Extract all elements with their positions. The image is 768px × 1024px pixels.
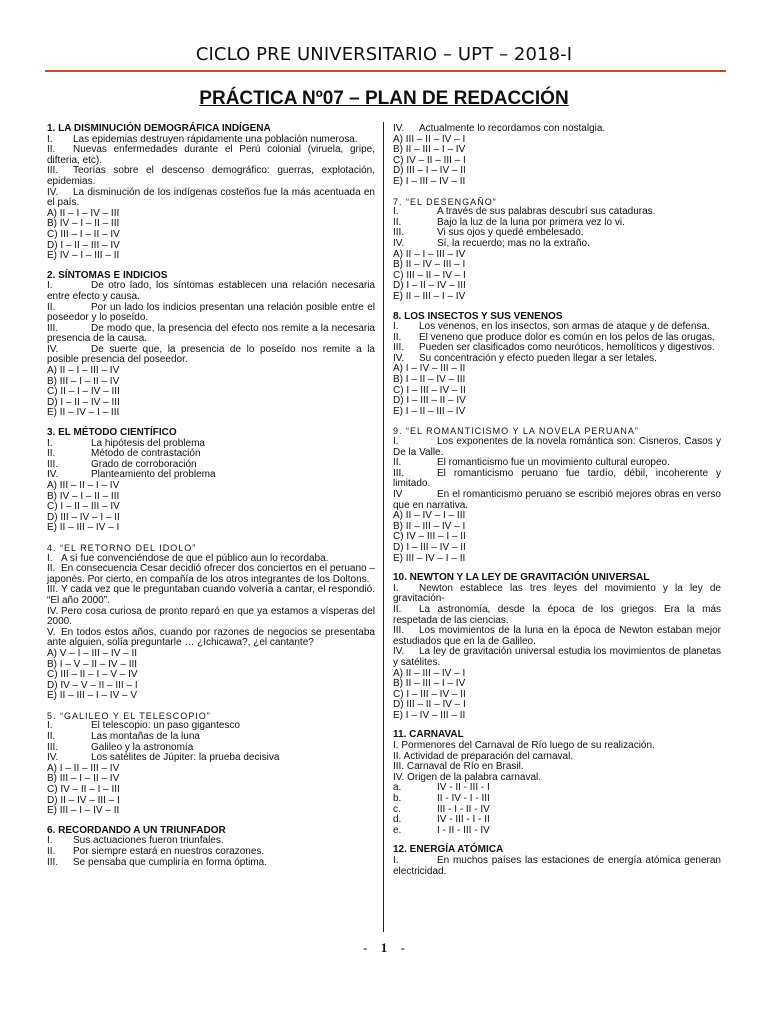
answer-option: D) IV – V – II – III – I	[47, 679, 138, 691]
question-title: 5. “GALILEO Y EL TELESCOPIO”	[47, 710, 211, 721]
item-numeral: II.	[393, 216, 402, 228]
question-item	[393, 626, 721, 647]
question-item: I. Pormenores del Carnaval de Río luego de su realización.	[393, 740, 655, 752]
item-text: Método de contrastación	[91, 448, 201, 460]
item-text: Por un lado los indicios presentan una relación posible entre el poseedor y lo poseído.	[47, 301, 375, 324]
item-numeral: II.	[393, 457, 402, 469]
answer-option: B) IV – I – II – III	[47, 490, 120, 502]
item-numeral: I.	[47, 133, 53, 145]
right-column	[393, 124, 721, 877]
answer-option: D) III – II – IV – I	[393, 699, 466, 711]
answer-option	[393, 826, 721, 837]
question-item	[47, 345, 375, 366]
answer-option: D) I – II – IV – III	[47, 396, 120, 408]
item-text: La astronomía, desde la época de los griegos. Era la más respetada de las ciencias.	[393, 603, 721, 626]
answer-option: E) IV – I – III – II	[47, 250, 120, 262]
question-title: 6. RECORDANDO A UN TRIUNFADOR	[47, 824, 226, 836]
answer-option: A) I – IV – III – II	[393, 363, 466, 375]
answer-option: B) II – III – I – IV	[393, 144, 466, 156]
item-text: En consecuencia Cesar decidió ofrecer dos conciertos en el peruano – japonés. Por cierto, en compañía de los otros integrantes de los Doltons.	[47, 563, 375, 585]
item-text: Teorías sobre el descenso demográfico: guerras, explotación, epidemias.	[47, 165, 375, 187]
question-title: 10. NEWTON Y LA LEY DE GRAVITACIÓN UNIVERSAL	[393, 572, 650, 584]
question-item	[47, 324, 375, 345]
question-item: IV. Origen de la palabra carnaval.	[393, 771, 542, 783]
item-text: Actualmente lo recordamos con nostalgia.	[419, 123, 606, 134]
question-block	[393, 426, 721, 564]
question-title: 3. EL MÉTODO CIENTÍFICO	[47, 427, 177, 439]
answer-option: B) II – III – IV – I	[393, 520, 466, 532]
answer-option: C) I – II – III – IV	[47, 501, 120, 513]
answer-option: E) II – III – I – IV	[393, 290, 466, 302]
question-title: 8. LOS INSECTOS Y SUS VENENOS	[393, 310, 563, 322]
question-block	[47, 428, 375, 534]
answer-option: B) II – III – I – IV	[393, 678, 466, 690]
item-numeral: IV.	[393, 237, 405, 249]
option-value: II - IV - I - III	[437, 793, 490, 805]
answer-option: B) I – II – IV – III	[393, 374, 466, 386]
question-item	[393, 647, 721, 668]
item-text: El romanticismo fue un movimiento cultural europeo.	[437, 457, 670, 469]
answer-option: C) III – II – I – V – IV	[47, 669, 138, 681]
question-title: 2. SÍNTOMAS E INDICIOS	[47, 269, 168, 281]
item-text: Grado de corroboración	[91, 458, 197, 470]
item-numeral: IV.	[47, 343, 59, 355]
option-value: IV - II - III - I	[437, 782, 490, 794]
column-divider	[383, 122, 384, 932]
answer-option: E) I – IV – III – II	[393, 709, 466, 721]
item-numeral: III.	[393, 342, 405, 354]
question-item	[47, 166, 375, 187]
item-numeral: IV.	[47, 605, 59, 617]
page-dash-left: -	[363, 940, 368, 955]
answer-option: A) III – II – IV – I	[393, 133, 466, 145]
question-item	[47, 281, 375, 302]
item-numeral: V.	[47, 626, 56, 638]
answer-option: B) IV – I – II – III	[47, 218, 120, 230]
item-text: Pueden ser clasificados como neuróticos, hemolíticos y digestivos.	[419, 342, 715, 354]
question-block	[393, 730, 721, 836]
question-item	[393, 124, 721, 135]
question-item	[47, 564, 375, 585]
question-item	[47, 607, 375, 628]
item-text: La disminución de los indígenas costeños fue la más acentuada en el país.	[47, 186, 375, 209]
item-text: Se pensaba que cumpliría en forma óptima.	[73, 856, 267, 868]
question-item	[393, 605, 721, 626]
item-numeral: III.	[47, 458, 59, 470]
answer-option: A) II – I – III – IV	[47, 365, 120, 377]
item-text: En todos estos años, cuando por razones de negocios se presentaba ante alguien, solía preguntarle … ¿Ichicawa?, ¿el cantante?	[47, 626, 375, 649]
item-text: A través de sus palabras descubrí sus cataduras.	[437, 206, 656, 218]
answer-option: C) IV – III – I – II	[393, 531, 466, 543]
item-text: Newton establece las tres leyes del movimiento y la ley de gravitación-	[393, 582, 721, 605]
item-numeral: III.	[393, 625, 405, 637]
item-numeral: II.	[47, 846, 56, 857]
item-numeral: II.	[47, 448, 56, 460]
answer-option: E) I – III – IV – II	[393, 175, 466, 187]
answer-option: C) III – I – II – IV	[47, 228, 120, 240]
item-text: La hipótesis del problema	[91, 437, 205, 449]
item-numeral: I.	[393, 321, 399, 333]
question-block	[47, 124, 375, 262]
item-text: Sí, la recuerdo; mas no la extraño.	[437, 237, 590, 249]
question-item	[47, 628, 375, 649]
answer-option: A) II – III – IV – I	[393, 667, 466, 679]
item-text: A sí fue convenciéndose de que el público aun lo recordaba.	[61, 552, 329, 564]
item-numeral: I.	[393, 582, 399, 594]
item-numeral: IV.	[47, 752, 59, 764]
page-number-value: 1	[380, 940, 388, 955]
answer-option: D) I – II – III – IV	[47, 239, 120, 251]
question-item	[393, 490, 721, 511]
question-item	[393, 469, 721, 490]
question-item	[393, 584, 721, 605]
answer-option: E) III – IV – I – II	[393, 552, 466, 564]
answer-option: A) II – I – III – IV	[393, 248, 466, 260]
option-letter: d.	[393, 814, 402, 826]
option-letter: c.	[393, 803, 401, 815]
item-text: Vi sus ojos y quedé embelesado.	[437, 227, 584, 239]
item-text: Las montañas de la luna	[91, 731, 200, 743]
item-numeral: IV.	[393, 123, 405, 134]
question-title: 9. “EL ROMANTICISMO Y LA NOVELA PERUANA”	[393, 426, 639, 437]
item-text: El veneno que produce dolor es común en los pelos de las orugas.	[419, 331, 715, 343]
answer-option: C) IV – II – III – I	[393, 154, 466, 166]
answer-option: A) III – II – I – IV	[47, 480, 120, 491]
item-text: En muchos países las estaciones de energía atómica generan electricidad.	[393, 855, 721, 877]
item-numeral: III.	[393, 467, 405, 479]
item-text: Los movimientos de la luna en la época de Newton estaban mejor estudiados que en la de Galileo.	[393, 625, 721, 647]
item-numeral: IV	[393, 489, 403, 500]
question-block	[393, 573, 721, 721]
item-numeral: I.	[47, 720, 53, 732]
item-text: Su concentración y efecto pueden llegar a ser letales.	[419, 352, 657, 364]
item-numeral: I.	[47, 280, 53, 292]
item-numeral: I.	[393, 855, 399, 866]
item-numeral: I.	[393, 206, 399, 218]
item-numeral: IV.	[393, 352, 405, 364]
option-letter: b.	[393, 793, 402, 805]
item-numeral: III.	[47, 322, 59, 334]
page-title: PRÁCTICA Nº07 – PLAN DE REDACCIÓN	[199, 88, 569, 109]
answer-option: E) III – I – IV – II	[47, 805, 120, 817]
question-block	[393, 124, 721, 188]
question-item: II. Actividad de preparación del carnaval.	[393, 750, 574, 762]
page-dash-right: -	[400, 940, 405, 955]
item-text: De modo que, la presencia del efecto nos remite a la necesaria presencia de la causa.	[47, 322, 375, 345]
page-number	[0, 940, 768, 956]
question-block	[393, 312, 721, 418]
item-text: La ley de gravitación universal estudia los movimientos de planetas y satélites.	[393, 646, 721, 668]
answer-option: D) III – IV – I – II	[47, 511, 120, 523]
item-numeral: II.	[393, 603, 402, 615]
answer-option: A) II – I – IV – III	[47, 207, 120, 219]
answer-option: D) I – II – IV – III	[393, 280, 466, 292]
question-block	[47, 826, 375, 868]
option-value: IV - III - I - II	[437, 814, 490, 826]
answer-option: C) IV – II – I – III	[47, 784, 120, 796]
item-text: Bajo la luz de la luna por primera vez lo vi.	[437, 216, 625, 228]
option-value: III - I - II - IV	[437, 803, 490, 815]
answer-option: B) I – V – II – IV – III	[47, 658, 138, 670]
answer-option: E) I – II – III – IV	[393, 405, 466, 417]
item-text: Sus actuaciones fueron triunfales.	[73, 835, 224, 847]
question-item	[47, 145, 375, 166]
item-numeral: IV.	[47, 469, 59, 481]
item-numeral: I.	[47, 835, 53, 847]
question-title: 11. CARNAVAL	[393, 729, 464, 741]
item-text: Las epidemias destruyen rápidamente una población numerosa.	[73, 133, 358, 145]
answer-option: C) III – II – IV – I	[393, 269, 466, 281]
item-text: Planteamiento del problema	[91, 469, 216, 481]
answer-option: E) II – IV – I – III	[47, 407, 120, 419]
item-numeral: I.	[47, 552, 53, 564]
item-text: Y cada vez que le preguntaban cuando volvería a cantar, el respondió. “El año 2000”.	[47, 584, 375, 606]
answer-option: C) II – I – IV – III	[47, 386, 120, 398]
left-column	[47, 124, 375, 868]
item-numeral: II.	[47, 301, 56, 313]
question-block	[393, 845, 721, 877]
header-rule	[45, 70, 726, 72]
item-text: Pero cosa curiosa de pronto reparó en que ya estamos a vísperas del 2000.	[47, 605, 375, 628]
answer-option: E) II – III – IV – I	[47, 522, 120, 534]
question-block	[47, 711, 375, 817]
answer-option: D) I – III – II – IV	[393, 395, 466, 407]
item-text: En el romanticismo peruano se escribió mejores obras en verso que en narrativa.	[393, 489, 721, 511]
question-title: 1. LA DISMINUCIÓN DEMOGRÁFICA INDÍGENA	[47, 123, 271, 134]
question-title: 4. “EL RETORNO DEL IDOLO”	[47, 542, 197, 553]
item-text: Los exponentes de la novela romántica son: Cisneros, Casos y De la Valle.	[393, 436, 721, 458]
answer-option: B) III – I – II – IV	[47, 375, 120, 387]
item-text: Nuevas enfermedades durante el Perú colonial (viruela, gripe, difteria, etc).	[47, 144, 375, 166]
item-numeral: I.	[393, 436, 399, 448]
item-numeral: IV.	[47, 186, 59, 198]
question-item	[393, 239, 721, 250]
item-numeral: III.	[47, 584, 59, 596]
item-numeral: III.	[47, 741, 59, 753]
question-title: 12. ENERGÍA ATÓMICA	[393, 844, 504, 856]
answer-option: D) II – IV – III – I	[47, 794, 120, 806]
question-block	[47, 271, 375, 419]
answer-option: E) II – III – I – IV – V	[47, 690, 138, 702]
answer-option: B) III – I – II – IV	[47, 773, 120, 785]
item-text: El romanticismo peruano fue tardío, débil, incoherente y limitado.	[393, 467, 721, 490]
item-numeral: II.	[393, 331, 402, 343]
answer-option: C) I – III – IV – II	[393, 384, 466, 396]
option-letter: a.	[393, 782, 402, 794]
answer-option: D) III – I – IV – II	[393, 165, 466, 177]
question-item	[47, 858, 375, 869]
answer-option: B) II – IV – III – I	[393, 259, 466, 271]
item-numeral: III.	[47, 165, 59, 177]
answer-option: A) V – I – III – IV – II	[47, 647, 138, 659]
item-numeral: II.	[47, 563, 56, 575]
item-text: Los satélites de Júpiter: la prueba decisiva	[91, 752, 280, 764]
question-item	[47, 303, 375, 324]
item-text: Por siempre estará en nuestros corazones.	[73, 846, 265, 857]
item-numeral: III.	[393, 227, 405, 239]
answer-option: D) I – III – IV – II	[393, 541, 466, 553]
question-title: 7. “EL DESENGAÑO”	[393, 196, 497, 207]
answer-option: A) I – II – III – IV	[47, 762, 120, 774]
question-item	[393, 856, 721, 877]
item-numeral: III.	[47, 856, 59, 868]
item-numeral: I.	[47, 437, 53, 449]
item-text: De otro lado, los síntomas establecen una relación necesaria entre efecto y causa.	[47, 280, 375, 302]
item-text: De suerte que, la presencia de lo poseído nos remite a la posible presencia del poseedor.	[47, 343, 375, 366]
item-text: Galileo y la astronomía	[91, 741, 194, 753]
question-block	[47, 543, 375, 702]
item-text: El telescopio: un paso gigantesco	[91, 720, 240, 732]
question-block	[393, 197, 721, 303]
item-numeral: II.	[47, 144, 56, 156]
answer-option: C) I – III – IV – II	[393, 688, 466, 700]
item-numeral: II.	[47, 731, 56, 743]
header-title: CICLO PRE UNIVERSITARIO – UPT – 2018-I	[195, 44, 573, 65]
question-item	[47, 188, 375, 209]
question-item: III. Carnaval de Río en Brasil.	[393, 761, 524, 773]
item-text: Los venenos, en los insectos, son armas de ataque y de defensa.	[419, 321, 710, 333]
item-numeral: IV.	[393, 646, 405, 658]
answer-option: A) II – IV – I – III	[393, 510, 466, 522]
option-value: I - II - III - IV	[437, 824, 490, 836]
question-item	[393, 437, 721, 458]
question-item	[47, 585, 375, 606]
option-letter: e.	[393, 824, 402, 836]
